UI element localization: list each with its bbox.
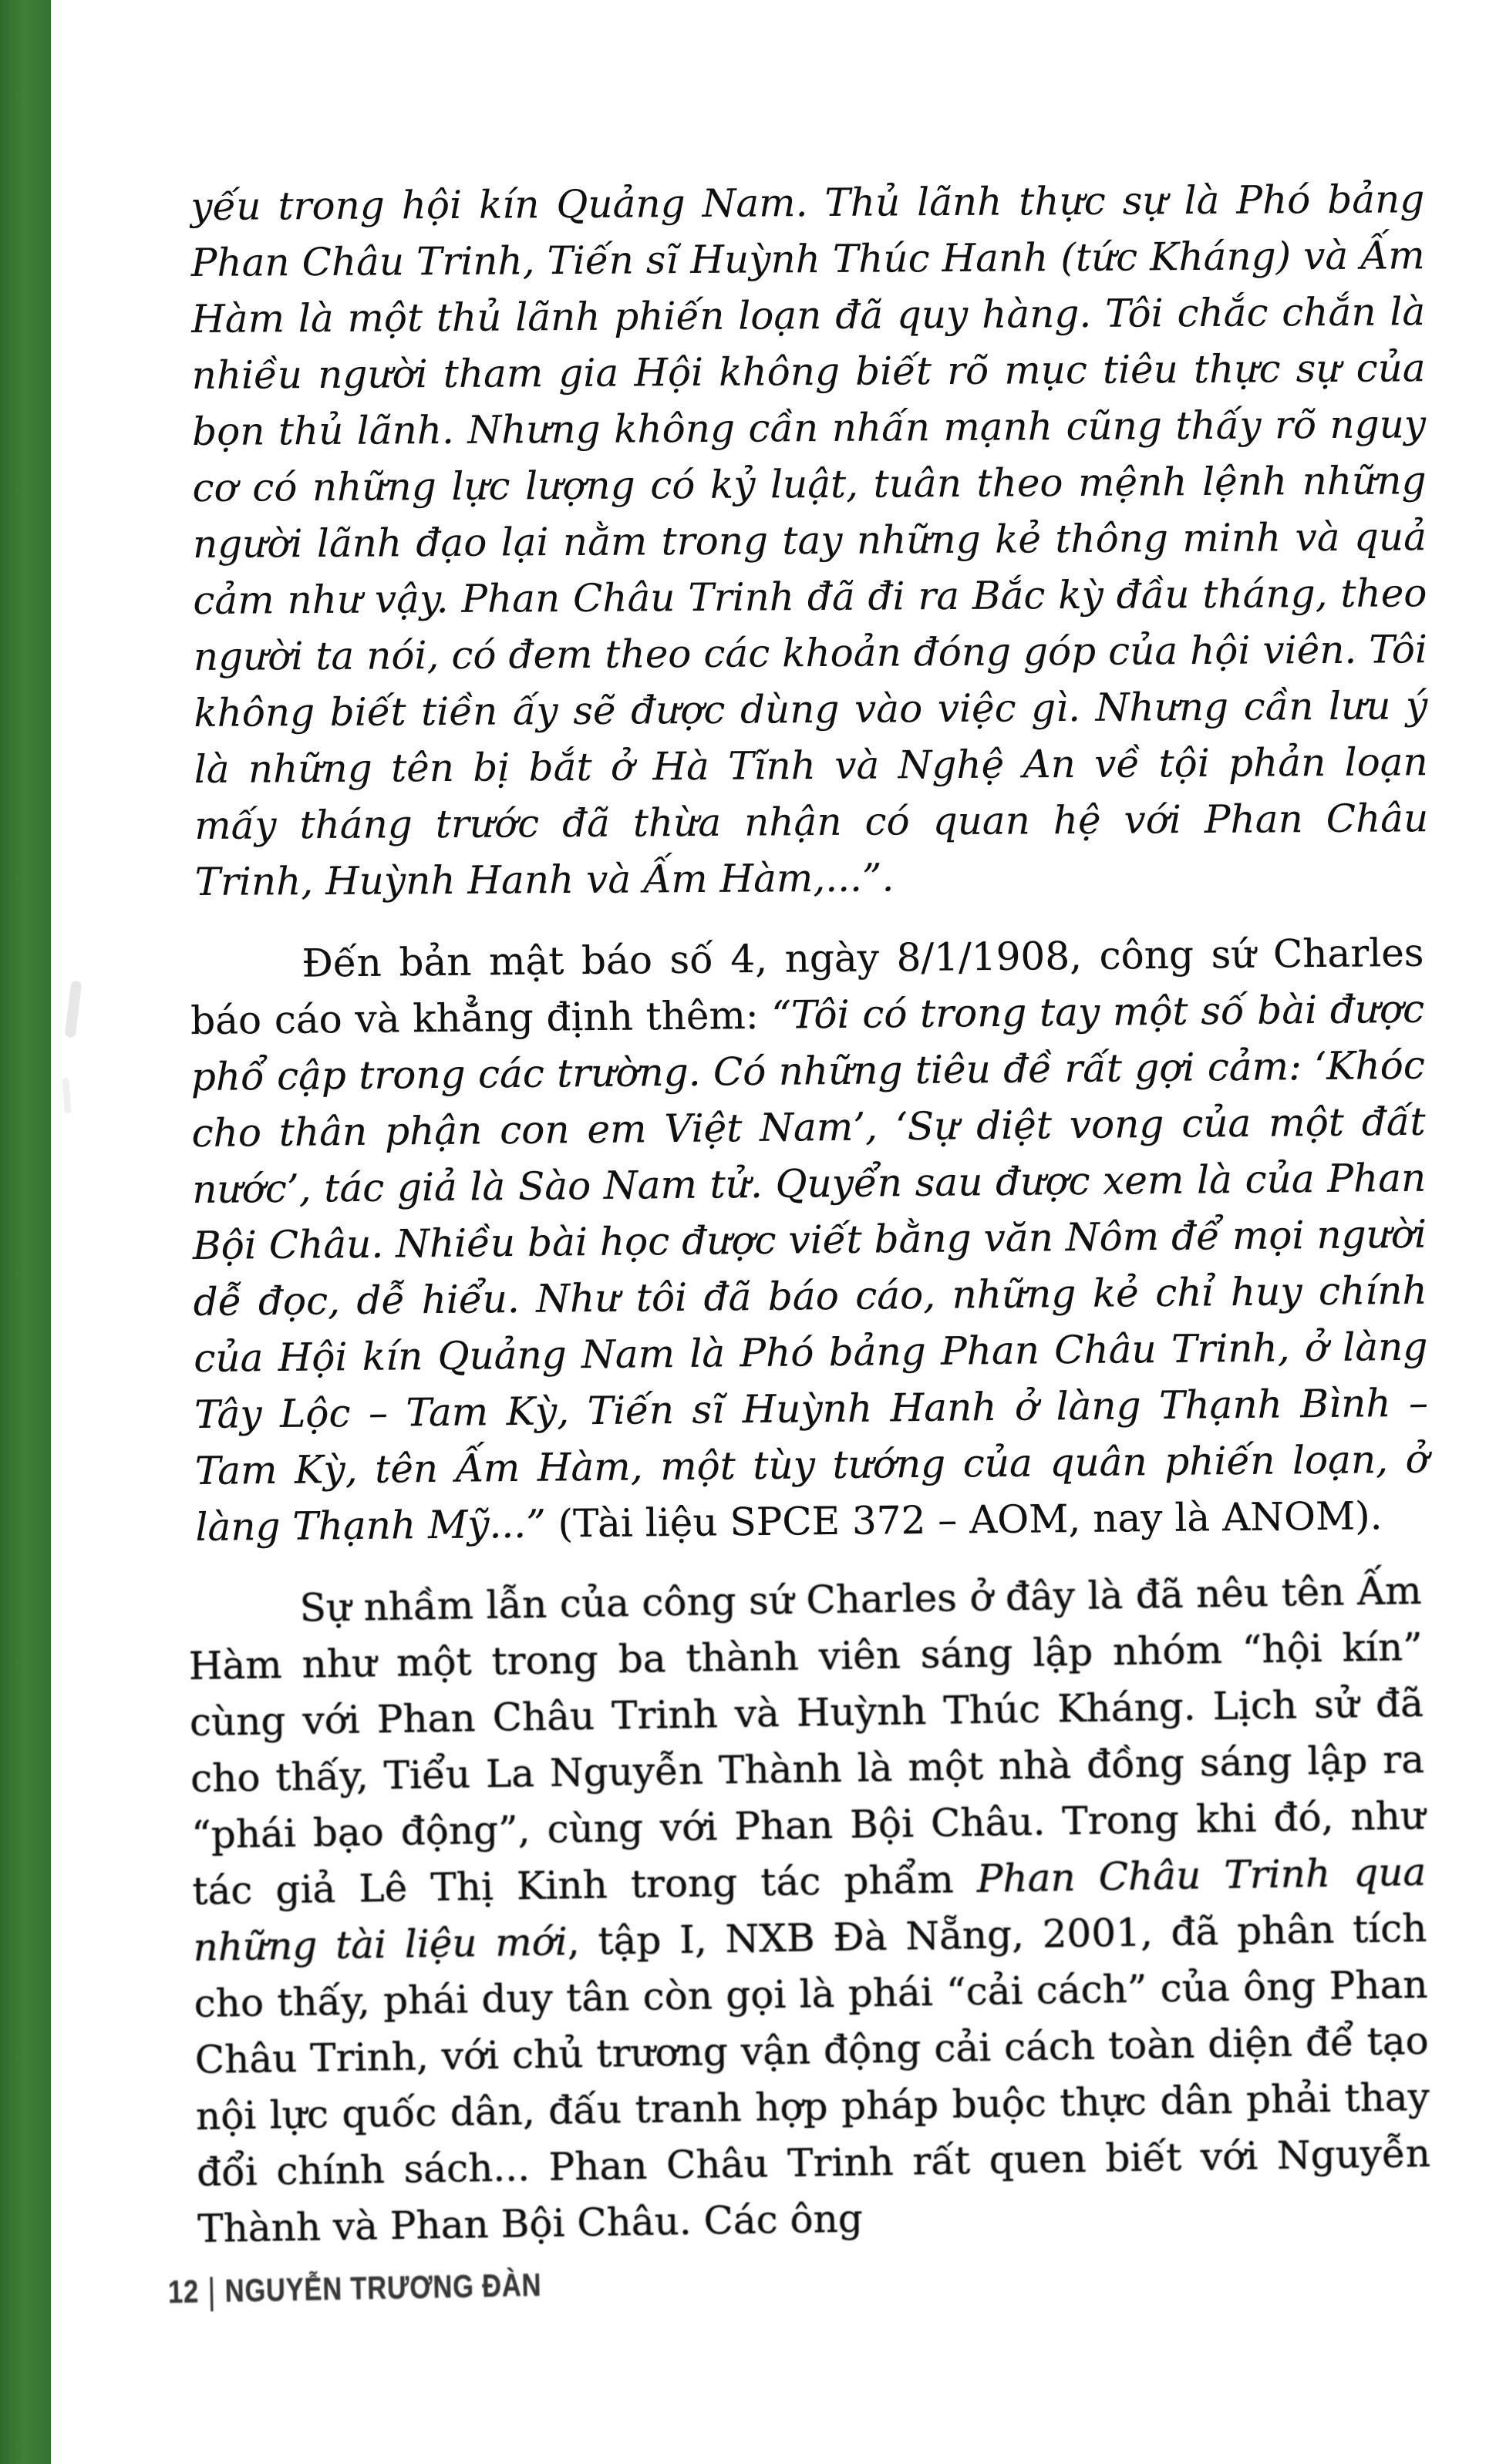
paragraph-quoted-report-1: yếu trong hội kín Quảng Nam. Thủ lãnh thực sự là Phó bảng Phan Châu Trinh, Tiến sĩ Huỳnh Thúc Hanh (tức Kháng) và Ấm Hàm là một thủ lãnh phiến loạn đã quy hàng. Tôi chắc chắn là nhiều người tham gia Hội không biết rõ mục tiêu thực sự của bọn thủ lãnh. Nhưng không cần nhấn mạnh cũng thấy rõ nguy cơ có những lực lượng có kỷ luật, tuân theo mệnh lệnh những người lãnh đạo lại nằm trong tay những kẻ thông minh và quả cảm như vậy. Phan Châu Trinh đã đi ra Bắc kỳ đầu tháng, theo người ta nói, có đem theo các khoản đóng góp của hội viên. Tôi không biết tiền ấy sẽ được dùng vào việc gì. Nhưng cần lưu ý là những tên bị bắt ở Hà Tĩnh và Nghệ An về tội phản loạn mấy tháng trước đã thừa nhận có quan hệ với Phan Châu Trinh, Huỳnh Hanh và Ấm Hàm,...”. xyxy=(190,177,1429,904)
page-body-text xyxy=(188,177,1431,2284)
book-spine-strip xyxy=(0,0,51,2464)
page-number: 12 xyxy=(167,2273,200,2310)
para3-text-after-title: , tập I, NXB Đà Nẵng, 2001, đã phân tích cho thấy, phái duy tân còn gọi là phái “cải cách” của ông Phan Châu Trinh, với chủ trương vận động cải cách toàn diện để tạo nội lực quốc dân, đấu tranh hợp pháp buộc thực dân phải thay đổi chính sách... Phan Châu Trinh rất quen biết với Nguyễn Thành và Phan Bội Châu. Các ông xyxy=(194,1905,1431,2251)
para3-book-title: Phan Châu Trinh qua những tài liệu mới xyxy=(193,1849,1427,1970)
paragraph-quoted-report-2 xyxy=(190,925,1430,1556)
footer-separator: | xyxy=(207,2270,217,2312)
paragraph-analysis xyxy=(187,1563,1432,2257)
para3-text-before-title: Sự nhầm lẫn của công sứ Charles ở đây là đã nêu tên Ấm Hàm như một trong ba thành viên sáng lập nhóm “hội kín” cùng với Phan Châu Trinh và Huỳnh Thúc Kháng. Lịch sử đã cho thấy, Tiểu La Nguyễn Thành là một nhà đồng sáng lập ra “phái bạo động”, cùng với Phan Bội Châu. Trong khi đó, như tác giả Lê Thị Kinh trong tác phẩm xyxy=(188,1567,1426,1914)
scan-artifact xyxy=(62,1078,71,1114)
scan-artifact xyxy=(65,980,83,1038)
page-footer xyxy=(167,2264,541,2313)
footer-author-name: NGUYỄN TRƯƠNG ĐÀN xyxy=(224,2266,542,2309)
para2-source-citation: (Tài liệu SPCE 372 – AOM, nay là ANOM). xyxy=(558,1493,1383,1547)
para2-quote-text: “Tôi có trong tay một số bài được phổ cập trong các trường. Có những tiêu đề rất gợi cảm: ‘Khóc cho thân phận con em Việt Nam’, ‘Sự diệt vong của một đất nước’, tác giả là Sào Nam tử. Quyển sau được xem là của Phan Bội Châu. Nhiều bài học được viết bằng văn Nôm để mọi người dễ đọc, dễ hiểu. Như tôi đã báo cáo, những kẻ chỉ huy chính của Hội kín Quảng Nam là Phó bảng Phan Châu Trinh, ở làng Tây Lộc – Tam Kỳ, Tiến sĩ Huỳnh Hanh ở làng Thạnh Bình – Tam Kỳ, tên Ấm Hàm, một tùy tướng của quân phiến loạn, ở làng Thạnh Mỹ...” xyxy=(190,986,1430,1550)
para2-intro-text: Đến bản mật báo số 4, ngày 8/1/1908, công sứ Charles báo cáo và khẳng định thêm: xyxy=(190,930,1424,1044)
